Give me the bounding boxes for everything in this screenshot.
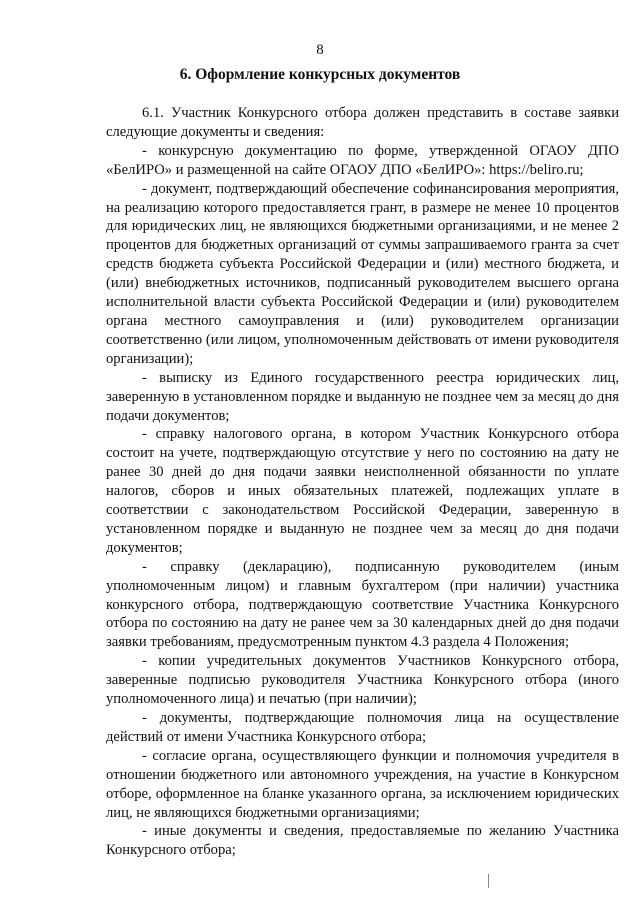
paragraph-intro: 6.1. Участник Конкурсного отбора должен представить в составе заявки следующие документы и сведения:	[106, 105, 619, 140]
page-number: 8	[316, 42, 324, 58]
section-title: 6. Оформление конкурсных документов	[179, 66, 461, 83]
section-body	[106, 104, 619, 860]
list-item-other-documents: - иные документы и сведения, предоставляемые по желанию Участника Конкурсного отбора;	[106, 823, 619, 859]
list-item-declaration: - справку (декларацию), подписанную руководителем (иным уполномоченным лицом) и главным бухгалтером (при наличии) участника конкурсного отбора, подтверждающую соответствие Участника Конкурсного отбора по состоянию на дату не ранее чем за 30 календарных дней до дня подачи заявки требованиям, предусмотренным пунктом 4.3 раздела 4 Положения;	[106, 558, 619, 651]
list-item-cofinancing-document: - документ, подтверждающий обеспечение софинансирования мероприятия, на реализацию которого предоставляется грант, в размере не менее 10 процентов для юридических лиц, не являющихся бюджетными организациями, и не менее 2 процентов для бюджетных организаций от суммы запрашиваемого гранта за счет средств бюджета субъекта Российской Федерации и (или) местного бюджета, и (или) внебюджетных источников, подписанный руководителем высшего органа исполнительной власти субъекта Российской Федерации и (или) руководителем органа местного самоуправления и (или) руководителем организации соответственно (или лицом, уполномоченным действовать от имени руководителя организации);	[106, 180, 619, 367]
scan-mark	[488, 874, 495, 888]
list-item-contest-documentation: - конкурсную документацию по форме, утвержденной ОГАОУ ДПО «БелИРО» и размещенной на сайте ОГАОУ ДПО «БелИРО»: https://beliro.ru;	[106, 142, 619, 178]
list-item-registry-extract: - выписку из Единого государственного реестра юридических лиц, заверенную в установленном порядке и выданную не позднее чем за месяц до дня подачи документов;	[106, 369, 619, 424]
list-item-founding-documents: - копии учредительных документов Участников Конкурсного отбора, заверенные подписью руководителя Участника Конкурсного отбора (иного уполномоченного лица) и печатью (при наличии);	[106, 653, 619, 708]
list-item-founder-consent: - согласие органа, осуществляющего функции и полномочия учредителя в отношении бюджетного или автономного учреждения, на участие в Конкурсном отборе, оформленное на бланке указанного органа, за исключением юридических лиц, не являющихся бюджетными организациями;	[106, 747, 619, 821]
list-item-authority-documents: - документы, подтверждающие полномочия лица на осуществление действий от имени Участника Конкурсного отбора;	[106, 710, 619, 745]
list-item-tax-certificate: - справку налогового органа, в котором Участник Конкурсного отбора состоит на учете, подтверждающую отсутствие у него по состоянию на дату не ранее 30 дней до дня подачи заявки неисполненной обязанности по уплате налогов, сборов и иных обязательных платежей, подлежащих уплате в соответствии с законодательством Российской Федерации, заверенную в установленном порядке и выданную не позднее чем за месяц до дня подачи документов;	[106, 426, 619, 556]
